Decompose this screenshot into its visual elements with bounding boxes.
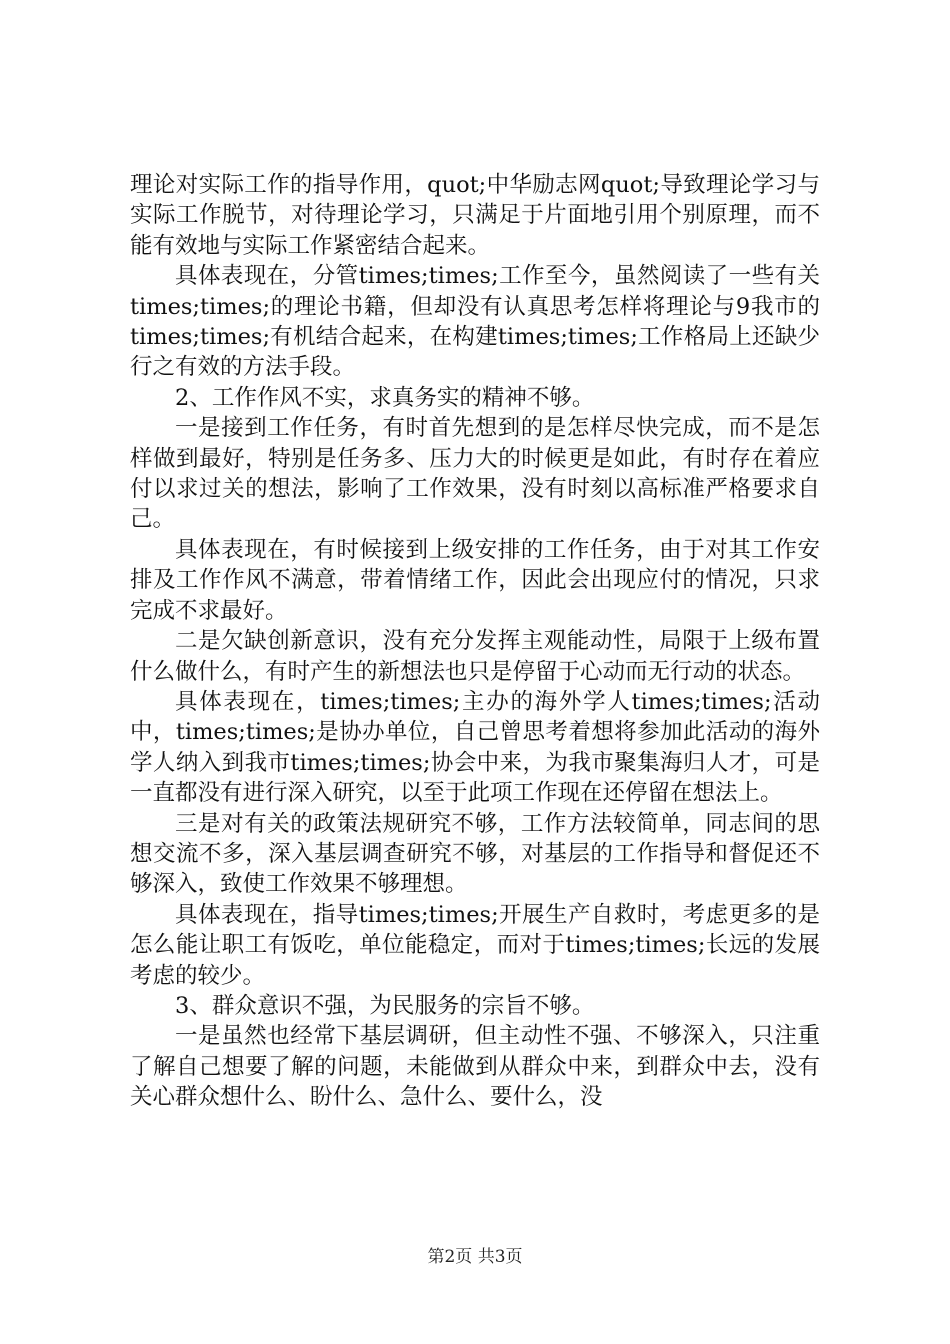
- paragraph-3-heading: 2、工作作风不实，求真务实的精神不够。: [175, 384, 595, 411]
- paragraph-6: 二是欠缺创新意识，没有充分发挥主观能动性，局限于上级布置什么做什么，有时产生的新想法也只是停留于心动而无行动的状态。: [130, 628, 820, 685]
- paragraph-9: 具体表现在，指导times;times;开展生产自救时，考虑更多的是怎么能让职工有饭吃，单位能稳定，而对于times;times;长远的发展考虑的较少。: [130, 901, 820, 989]
- paragraph-1: 理论对实际工作的指导作用，quot;中华励志网quot;导致理论学习与实际工作脱节，对待理论学习，只满足于片面地引用个别原理，而不能有效地与实际工作紧密结合起来。: [130, 172, 820, 259]
- paragraph-7: 具体表现在，times;times;主办的海外学人times;times;活动中，times;times;是协办单位，自己曾思考着想将参加此活动的海外学人纳入到我市times;times;协会中来，为我市聚集海归人才，可是一直都没有进行深入研究，以至于此项工作现在还停留在想法上。: [130, 688, 820, 807]
- document-body: [130, 170, 820, 1113]
- paragraph-4: 一是接到工作任务，有时首先想到的是怎样尽快完成，而不是怎样做到最好，特别是任务多、压力大的时候更是如此，有时存在着应付以求过关的想法，影响了工作效果，没有时刻以高标准严格要求自己。: [130, 415, 820, 533]
- page-footer: 第2页 共3页: [427, 1247, 523, 1267]
- paragraph-2: 具体表现在，分管times;times;工作至今，虽然阅读了一些有关times;times;的理论书籍，但却没有认真思考怎样将理论与9我市的times;times;有机结合起来，在构建times;times;工作格局上还缺少行之有效的方法手段。: [130, 263, 820, 381]
- paragraph-5: 具体表现在，有时候接到上级安排的工作任务，由于对其工作安排及工作作风不满意，带着情绪工作，因此会出现应付的情况，只求完成不求最好。: [130, 536, 820, 624]
- paragraph-10-heading: 3、群众意识不强，为民服务的宗旨不够。: [175, 992, 595, 1019]
- paragraph-11: 一是虽然也经常下基层调研，但主动性不强、不够深入，只注重了解自己想要了解的问题，未能做到从群众中来，到群众中去，没有关心群众想什么、盼什么、急什么、要什么，没: [130, 1023, 820, 1111]
- paragraph-8: 三是对有关的政策法规研究不够，工作方法较简单，同志间的思想交流不多，深入基层调查研究不够，对基层的工作指导和督促还不够深入，致使工作效果不够理想。: [130, 810, 820, 898]
